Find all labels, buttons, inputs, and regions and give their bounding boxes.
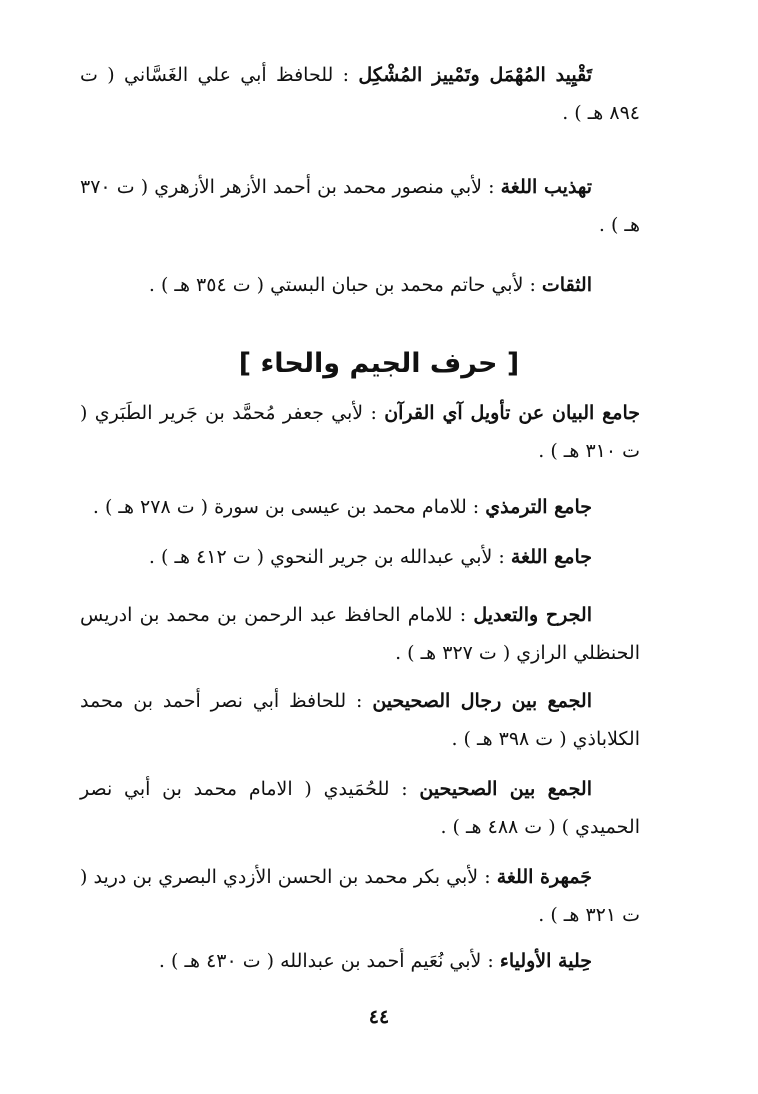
- entry-title: الجمع بين رجال الصحيحين: [372, 690, 592, 712]
- entry-title: تَقْيِيد المُهْمَل وتَمْييز المُشْكِل: [358, 64, 592, 86]
- bibliography-entry: [80, 858, 640, 934]
- entry-description: : لأبي نُعَيم أحمد بن عبدالله ( ت ٤٣٠ هـ ) .: [158, 950, 494, 972]
- entry-title: جامع الترمذي: [485, 496, 592, 518]
- bibliography-entry: [80, 168, 640, 244]
- bibliography-entry: [80, 682, 640, 758]
- bibliography-entry: [80, 266, 640, 304]
- entry-description: : لأبي حاتم محمد بن حبان البستي ( ت ٣٥٤ هـ ) .: [148, 274, 536, 296]
- page-number: ٤٤: [368, 1006, 390, 1028]
- bibliography-entry: [80, 538, 640, 576]
- entry-description: : لأبي منصور محمد بن أحمد الأزهر الأزهري ( ت ٣٧٠ هـ ) .: [80, 176, 640, 236]
- entry-title: جامع البيان عن تأويل آي القرآن: [384, 402, 641, 424]
- entry-description: : للحُمَيدي ( الامام محمد بن أبي نصر الحميدي ) ( ت ٤٨٨ هـ ) .: [80, 778, 640, 838]
- bibliography-entry: [80, 770, 640, 846]
- entry-description: : لأبي عبدالله بن جرير النحوي ( ت ٤١٢ هـ ) .: [148, 546, 505, 568]
- entry-title: الجرح والتعديل: [473, 604, 592, 626]
- section-heading: [ حرف الجيم والحاء ]: [238, 348, 520, 379]
- bibliography-entry: [80, 56, 640, 132]
- entry-description: : للامام محمد بن عيسى بن سورة ( ت ٢٧٨ هـ ) .: [92, 496, 480, 518]
- entry-title: تهذيب اللغة: [500, 176, 592, 198]
- bibliography-entry: [80, 942, 640, 980]
- entry-description: : للحافظ أبي نصر أحمد بن محمد الكلاباذي ( ت ٣٩٨ هـ ) .: [80, 690, 640, 750]
- bibliography-entry: [80, 488, 640, 526]
- entry-title: جَمهرة اللغة: [496, 866, 592, 888]
- entry-title: حِلية الأولياء: [499, 950, 592, 972]
- bibliography-entry: [80, 394, 640, 470]
- entry-title: الجمع بين الصحيحين: [419, 778, 592, 800]
- entry-description: : للحافظ أبي علي الغَسَّاني ( ت ٨٩٤ هـ ) .: [80, 64, 640, 124]
- entry-title: الثقات: [541, 274, 592, 296]
- entry-description: : لأبي جعفر مُحمَّد بن جَرير الطَبَري ( ت ٣١٠ هـ ) .: [80, 402, 640, 462]
- bibliography-entry: [80, 596, 640, 672]
- entry-title: جامع اللغة: [510, 546, 592, 568]
- entry-description: : للامام الحافظ عبد الرحمن بن محمد بن ادريس الحنظلي الرازي ( ت ٣٢٧ هـ ) .: [80, 604, 640, 664]
- entry-description: : لأبي بكر محمد بن الحسن الأزدي البصري بن دريد ( ت ٣٢١ هـ ) .: [80, 866, 640, 926]
